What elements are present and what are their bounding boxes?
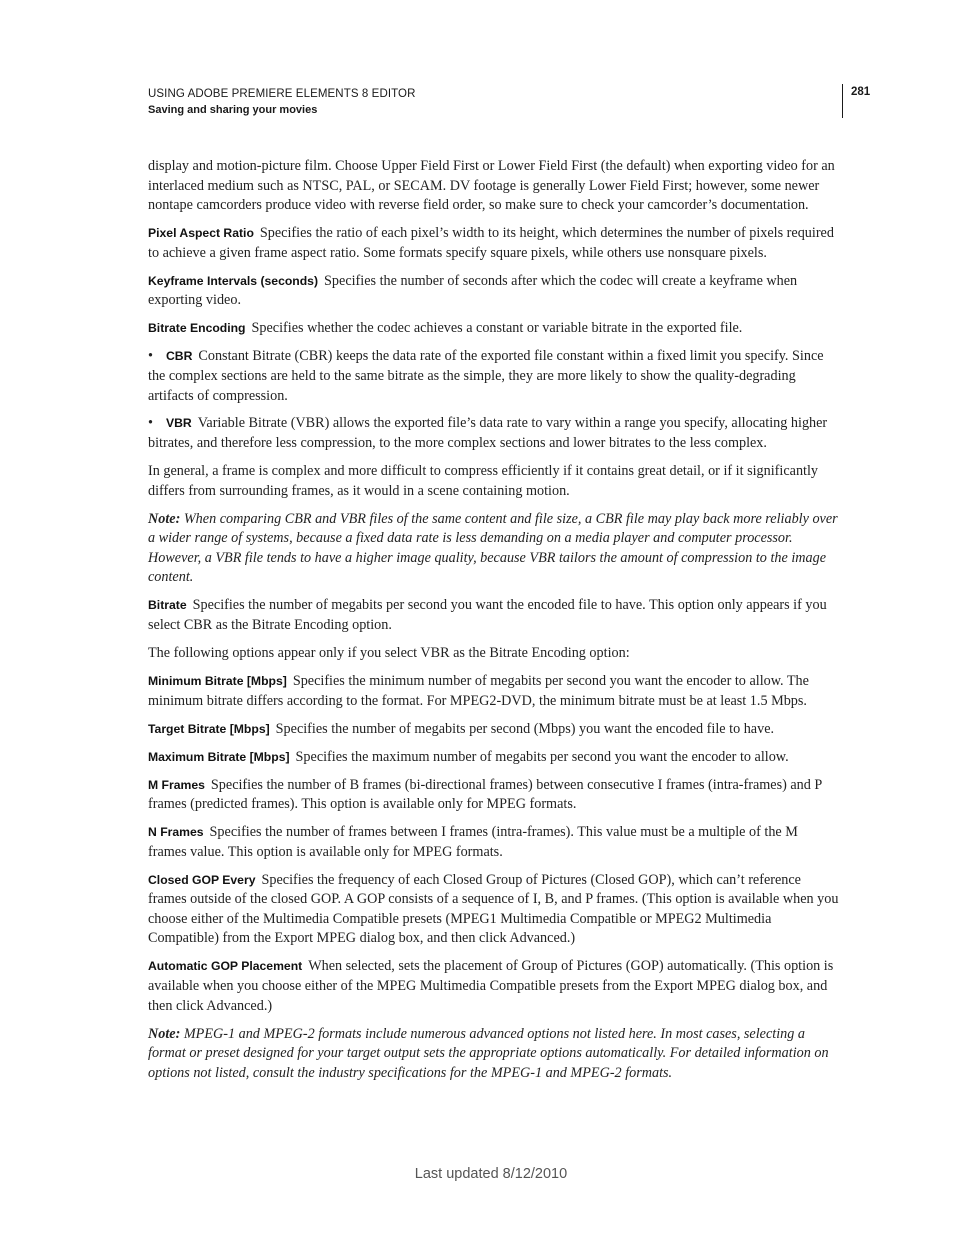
header-divider (842, 84, 843, 118)
running-header-section: Saving and sharing your movies (148, 104, 318, 116)
min-bitrate-paragraph (148, 672, 840, 711)
term-label: Keyframe Intervals (seconds) (148, 273, 319, 288)
term-description: Specifies whether the codec achieves a constant or variable bitrate in the exported file. (251, 320, 743, 337)
term-label: Closed GOP Every (148, 872, 256, 887)
term-description: Variable Bitrate (VBR) allows the exported file’s data rate to vary within a range you specify, allocating higher bitrates, and therefore less compression, to the more complex sections and lower bitrates to the less complex. (148, 415, 828, 452)
running-header-title: USING ADOBE PREMIERE ELEMENTS 8 EDITOR (148, 88, 416, 100)
cbr-bullet (148, 347, 840, 406)
note-paragraph (148, 510, 840, 588)
last-updated-footer: Last updated 8/12/2010 (414, 1166, 568, 1182)
term-description: Specifies the number of megabits per second (Mbps) you want the encoded file to have. (275, 720, 775, 737)
term-label: VBR (166, 416, 192, 431)
target-bitrate-paragraph (148, 720, 840, 740)
note-text: MPEG-1 and MPEG-2 formats include numerous advanced options not listed here. In most cases, selecting a format or preset designed for your target output sets the appropriate options automatically. For detailed information on options not listed, consult the industry specifications for the MPEG-1 and MPEG-2 formats. (148, 1025, 829, 1081)
term-label: N Frames (148, 825, 204, 840)
note-paragraph (148, 1025, 840, 1084)
term-description: Constant Bitrate (CBR) keeps the data rate of the exported file constant within a fixed limit you specify. Since the complex sections are held to the same bitrate as the simple, they are more likely to show the quality-degrading artifacts of compression. (148, 348, 824, 404)
bullet-marker: • (148, 348, 153, 365)
term-description: Specifies the minimum number of megabits per second you want the encoder to allow. The minimum bitrate differs according to the format. For MPEG2-DVD, the minimum bitrate must be at least 1.5 Mbps. (148, 672, 809, 709)
auto-gop-paragraph (148, 957, 840, 1016)
bitrate-paragraph (148, 596, 840, 635)
term-description: Specifies the frequency of each Closed Group of Pictures (Closed GOP), which can’t reference frames outside of the closed GOP. A GOP consists of a sequence of I, B, and P frames. (This option is available when you choose either of the Multimedia Compatible presets (MPEG1 Multimedia Compatible or MPEG2 Multimedia Compatible) from the Export MPEG dialog box, and then click Advanced.) (148, 871, 839, 947)
term-description: Specifies the number of B frames (bi-directional frames) between consecutive I frames (intra-frames) and P frames (predicted frames). This option is available only for MPEG formats. (148, 776, 822, 813)
term-label: Bitrate (148, 598, 187, 613)
pixel-aspect-paragraph (148, 224, 840, 263)
term-label: Pixel Aspect Ratio (148, 226, 254, 241)
keyframe-paragraph (148, 272, 840, 311)
term-label: Target Bitrate [Mbps] (148, 721, 270, 736)
term-description: Specifies the number of frames between I frames (intra-frames). This value must be a multiple of the M frames value. This option is available only for MPEG formats. (148, 824, 798, 860)
vbr-options-intro: The following options appear only if you select VBR as the Bitrate Encoding option: (148, 644, 630, 661)
body-text (148, 157, 840, 1092)
term-description: Specifies the maximum number of megabits per second you want the encoder to allow. (295, 748, 789, 765)
note-label: Note: (148, 510, 181, 527)
page-number: 281 (851, 86, 871, 98)
term-description: Specifies the ratio of each pixel’s width to its height, which determines the number of pixels required to achieve a given frame aspect ratio. Some formats specify square pixels, while others use nonsquare pixels. (148, 225, 834, 261)
term-label: M Frames (148, 777, 205, 792)
bitrate-encoding-paragraph (148, 319, 840, 339)
intro-paragraph: display and motion-picture film. Choose Upper Field First or Lower Field First (the default) when exporting video for an interlaced medium such as NTSC, PAL, or SECAM. DV footage is generally Lower Field First; however, some newer nontape camcorders produce video with reverse field order, so make sure to check your camcorder’s documentation. (148, 158, 835, 214)
term-description: Specifies the number of megabits per second you want the encoded file to have. This option only appears if you select CBR as the Bitrate Encoding option. (148, 597, 827, 633)
term-label: Automatic GOP Placement (148, 959, 303, 974)
note-text: When comparing CBR and VBR files of the same content and file size, a CBR file may play back more reliably over a wider range of systems, because a fixed data rate is less demanding on a media player and computer processor. However, a VBR file tends to have a higher image quality, because VBR tailors the amount of compression to the image content. (148, 510, 838, 586)
term-description: When selected, sets the placement of Group of Pictures (GOP) automatically. (This option is available when you choose either of the MPEG Multimedia Compatible presets from the Export MPEG dialog box, and then click Advanced.) (148, 958, 834, 1014)
vbr-bullet (148, 414, 840, 453)
bullet-marker: • (148, 415, 153, 432)
term-description: Specifies the number of seconds after which the codec will create a keyframe when exporting video. (148, 272, 798, 309)
m-frames-paragraph (148, 776, 840, 815)
term-label: Bitrate Encoding (148, 321, 246, 336)
max-bitrate-paragraph (148, 748, 840, 768)
closed-gop-paragraph (148, 871, 840, 949)
general-paragraph: In general, a frame is complex and more difficult to compress efficiently if it contains great detail, or if it significantly differs from surrounding frames, as it would in a scene containing motion. (148, 463, 819, 499)
n-frames-paragraph (148, 823, 840, 862)
term-label: Maximum Bitrate [Mbps] (148, 749, 290, 764)
term-label: Minimum Bitrate [Mbps] (148, 673, 287, 688)
term-label: CBR (166, 349, 193, 364)
note-label: Note: (148, 1025, 181, 1042)
